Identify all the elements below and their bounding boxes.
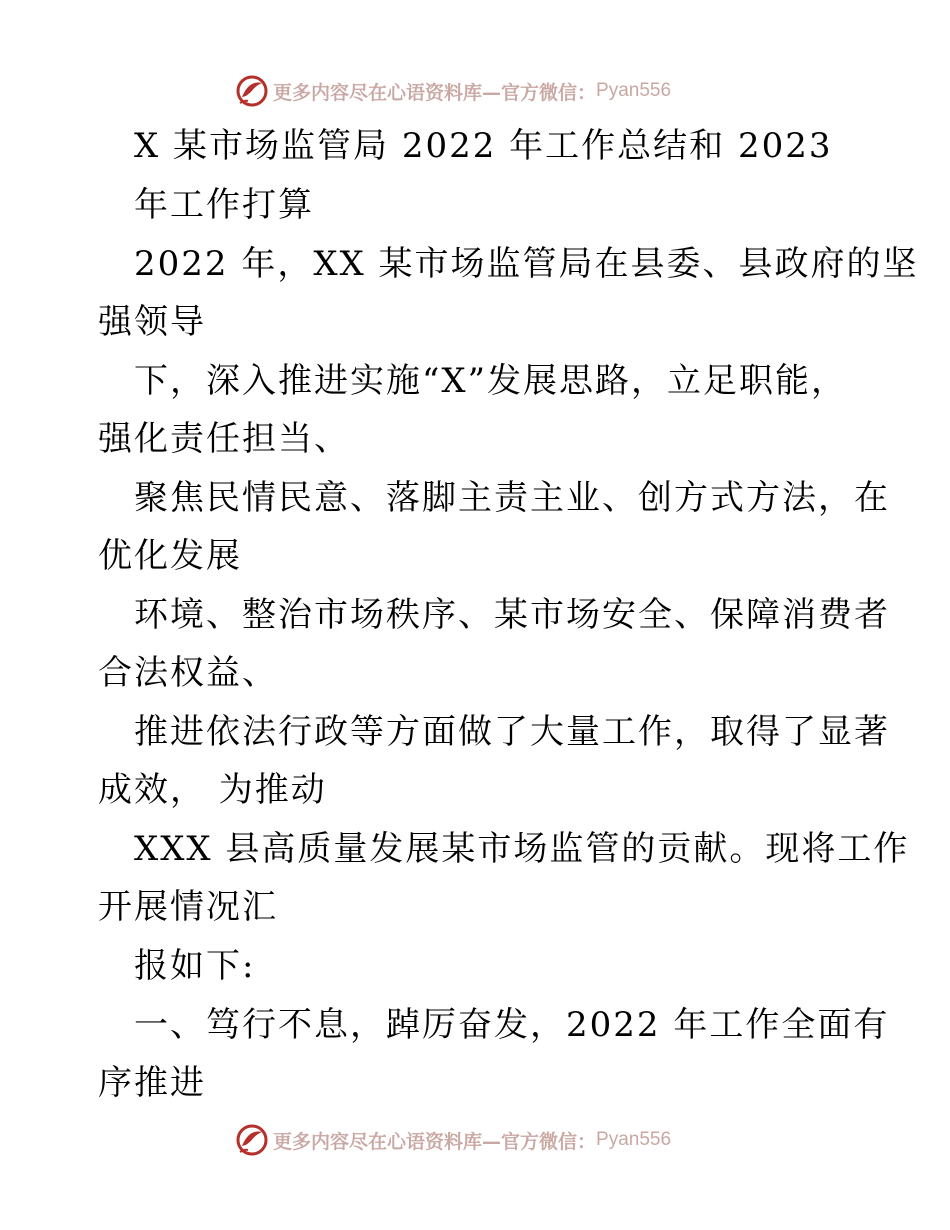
document-title-line-1: X 某市场监管局 2022 年工作总结和 2023	[134, 126, 833, 166]
paragraph-line: 环境、整治市场秩序、某市场安全、保障消费者	[134, 595, 890, 635]
watermark-text: 更多内容尽在心语资料库—官方微信：	[273, 81, 597, 104]
paragraph-line: 报如下:	[134, 946, 256, 986]
pen-logo-icon	[235, 74, 269, 108]
watermark-header	[235, 74, 671, 108]
watermark-wechat-id: Pyan556	[596, 80, 672, 101]
paragraph-line: 2022 年，XX 某市场监管局在县委、县政府的坚	[134, 244, 919, 284]
paragraph-line: 合法权益、	[98, 653, 278, 693]
section-heading-line: 序推进	[98, 1063, 206, 1103]
pen-logo-icon	[235, 1123, 269, 1157]
paragraph-line: 推进依法行政等方面做了大量工作，取得了显著	[134, 712, 890, 752]
paragraph-line: 聚焦民情民意、落脚主责主业、创方式方法，在	[134, 478, 890, 518]
document-title-line-2: 年工作打算	[134, 185, 314, 225]
paragraph-line: 开展情况汇	[98, 887, 278, 927]
paragraph-line: 成效， 为推动	[98, 770, 327, 810]
watermark-footer	[235, 1123, 671, 1157]
paragraph-line: 下，深入推进实施“X”发展思路，立足职能，	[134, 361, 847, 401]
paragraph-line: 强领导	[98, 302, 206, 342]
section-heading-line: 一、笃行不息，踔厉奋发，2022 年工作全面有	[134, 1005, 890, 1045]
watermark-text: 更多内容尽在心语资料库—官方微信：	[273, 1130, 597, 1153]
paragraph-line: XXX 县高质量发展某市场监管的贡献。现将工作	[134, 829, 910, 869]
watermark-wechat-id: Pyan556	[596, 1129, 672, 1150]
paragraph-line: 强化责任担当、	[98, 419, 350, 459]
paragraph-line: 优化发展	[98, 536, 242, 576]
